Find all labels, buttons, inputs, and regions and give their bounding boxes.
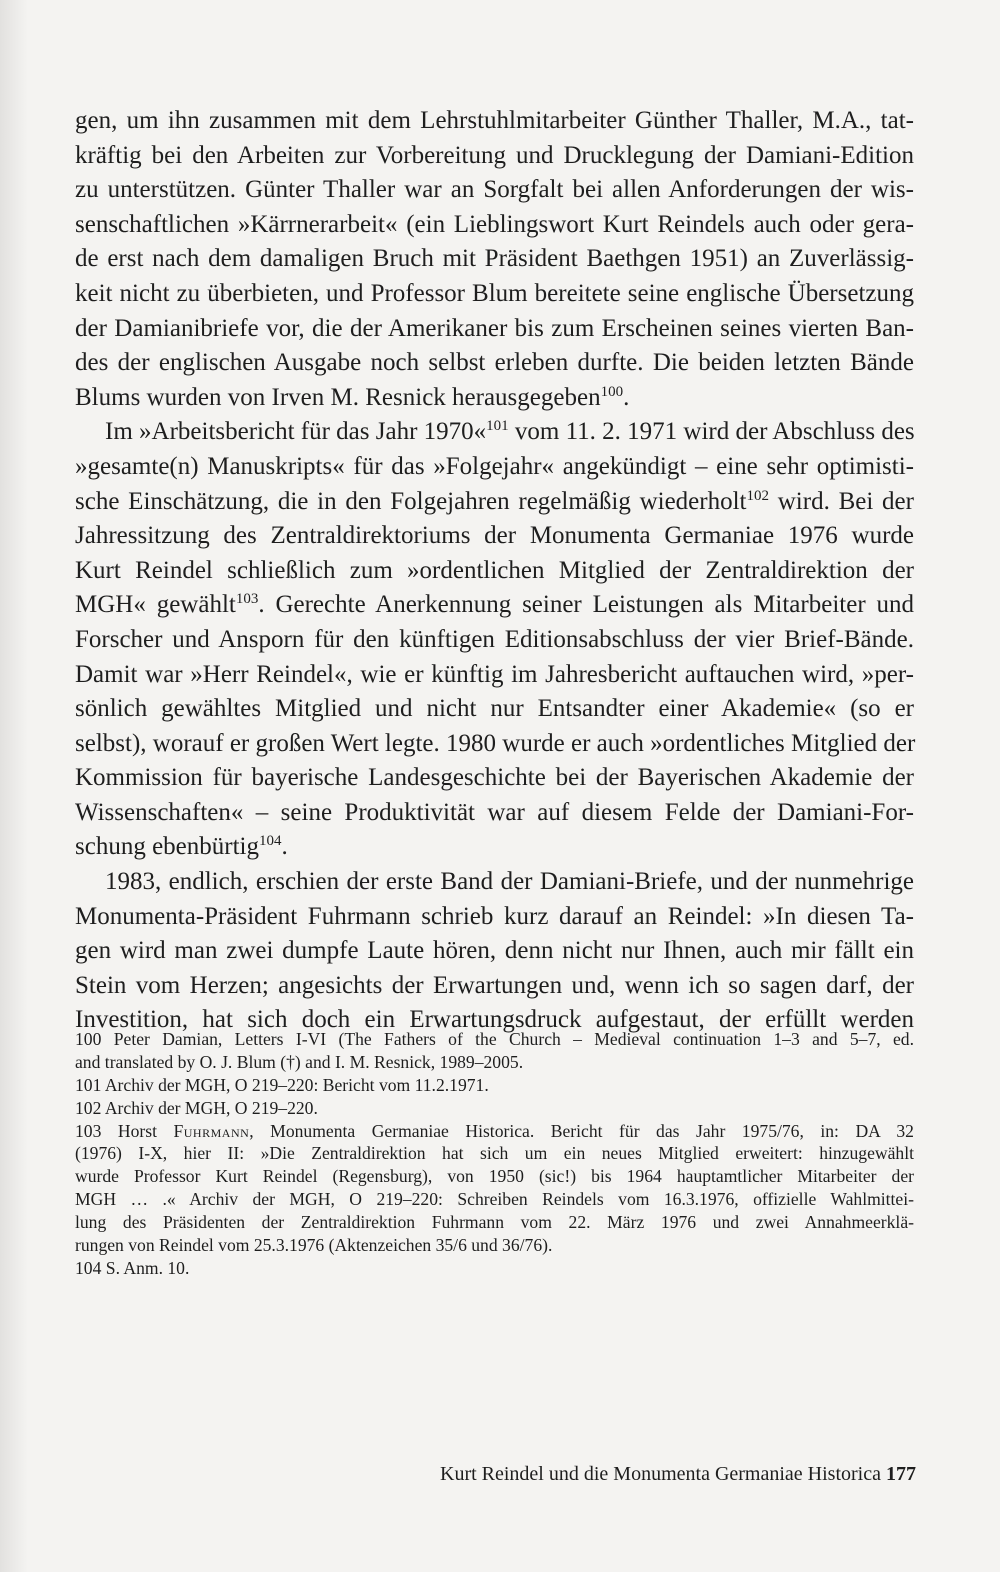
text-segment: Im »Arbeitsbericht für das Jahr 1970« [105,418,487,446]
text-line: Wissenschaften« – seine Produktivität war auf diesem Felde der Damiani-For- [75,798,914,826]
running-title: Kurt Reindel und die Monumenta Germaniae Historica [440,1463,881,1485]
text-line: senschaftlichen »Kärrnerarbeit« (ein Lieblingswort Kurt Reindels auch oder gera- [75,210,914,238]
text-line [75,588,914,623]
text-segment: sche Einschätzung, die in den Folgejahren regelmäßig wiederholt [75,487,747,515]
author-name: Fuhrmann [173,1120,250,1141]
footnote-103-cont: MGH … .« Archiv der MGH, O 219–220: Schreiben Reindels vom 16.3.1976, offizielle Wahlmittei- [75,1189,914,1210]
text-line: sönlich gewähltes Mitglied und nicht nur Entsandter einer Akademie« (so er [75,695,914,723]
footnote-ref-102[interactable]: 102 [746,487,769,504]
text-segment: Blums wurden von Irven M. Resnick herausgegeben [75,383,601,411]
text-line: Monumenta-Präsident Fuhrmann schrieb kurz darauf an Reindel: »In diesen Ta- [75,902,914,930]
running-footer [440,1460,916,1488]
footnote-ref-100[interactable]: 100 [600,383,624,400]
page-edge-shadow [0,0,28,1572]
text-line: keit nicht zu überbieten, und Professor Blum bereitete seine englische Übersetzung [75,279,914,307]
text-line [75,830,914,865]
footnote-104: 104 S. Anm. 10. [75,1257,190,1278]
text-line: Kommission für bayerische Landesgeschichte bei der Bayerischen Akademie der [75,764,914,792]
text-segment: vom 11. 2. 1971 wird der Abschluss des [508,418,915,446]
footnote-103-cont: (1976) I-X, hier II: »Die Zentraldirektion hat sich um ein neues Mitglied erweitert: hinzugewählt [75,1143,914,1164]
footnote-100: 100 Peter Damian, Letters I-VI (The Fathers of the Church – Medieval continuation 1–3 and 5–7, ed. [75,1029,914,1049]
page-number: 177 [886,1463,916,1485]
text-line: kräftig bei den Arbeiten zur Vorbereitung und Drucklegung der Damiani-Edition [75,141,914,169]
footnotes-block [75,1028,914,1280]
text-segment: , Monumenta Germaniae Historica. Bericht für das Jahr 1975/76, in: DA 32 [249,1120,914,1141]
text-line: Damit war »Herr Reindel«, wie er künftig im Jahresbericht auftauchen wird, »per- [75,660,914,688]
footnote-103-cont: wurde Professor Kurt Reindel (Regensburg), von 1950 (sic!) bis 1964 hauptamtlicher Mitarbeiter der [75,1166,914,1187]
text-line: Investition, hat sich doch ein Erwartungsdruck aufgestaut, der erfüllt werden [75,1006,914,1034]
text-line: Stein vom Herzen; angesichts der Erwartungen und, wenn ich so sagen darf, der [75,971,914,999]
text-line: Jahressitzung des Zentraldirektoriums der Monumenta Germaniae 1976 wurde [75,522,914,550]
footnote-101: 101 Archiv der MGH, O 219–220: Bericht vom 11.2.1971. [75,1074,489,1095]
text-segment: . [281,833,288,861]
text-line: der Damianibriefe vor, die der Amerikaner bis zum Erscheinen seines vierten Ban- [75,314,914,342]
paragraph-start-line: 1983, endlich, erschien der erste Band der Damiani-Briefe, und der nunmehrige [105,868,914,896]
text-segment: schung ebenbürtig [75,833,259,861]
text-line: de erst nach dem damaligen Bruch mit Präsident Baethgen 1951) an Zuverlässig- [75,245,914,273]
footnote-103-cont: lung des Präsidenten der Zentraldirektion Fuhrmann vom 22. März 1976 und zwei Annahmeerklä- [75,1212,914,1233]
footnote-103-cont: rungen von Reindel vom 25.3.1976 (Aktenzeichen 35/6 und 36/76). [75,1235,553,1256]
text-line: selbst), worauf er großen Wert legte. 1980 wurde er auch »ordentliches Mitglied der [75,729,916,757]
footnote-ref-103[interactable]: 103 [235,591,259,608]
text-segment: 103 Horst [75,1120,174,1141]
footnote-ref-104[interactable]: 104 [258,833,282,850]
text-line: des der englischen Ausgabe noch selbst erleben durfte. Die beiden letzten Bände [75,349,914,377]
text-line: gen, um ihn zusammen mit dem Lehrstuhlmitarbeiter Günther Thaller, M.A., tat- [75,107,914,134]
footnote-103 [75,1120,914,1143]
text-line [75,485,914,520]
text-segment: MGH« gewählt [75,591,236,619]
main-text-block [75,104,914,1038]
text-segment: . [623,383,630,411]
text-segment: wird. Bei der [769,487,914,515]
text-line: »gesamte(n) Manuskripts« für das »Folgejahr« angekündigt – eine sehr optimisti- [75,452,914,480]
footnote-ref-101[interactable]: 101 [486,418,509,435]
paragraph-start-line [75,415,914,450]
text-line: Kurt Reindel schließlich zum »ordentlichen Mitglied der Zentraldirektion der [75,556,914,584]
footnote-100-cont: and translated by O. J. Blum (†) and I. M. Resnick, 1989–2005. [75,1051,524,1072]
text-segment: . Gerechte Anerkennung seiner Leistungen als Mitarbeiter und [258,591,914,619]
text-line [75,381,914,416]
footnote-102: 102 Archiv der MGH, O 219–220. [75,1097,318,1118]
text-line: zu unterstützen. Günter Thaller war an Sorgfalt bei allen Anforderungen der wis- [75,176,914,204]
text-line: gen wird man zwei dumpfe Laute hören, denn nicht nur Ihnen, auch mir fällt ein [75,937,914,965]
text-line: Forscher und Ansporn für den künftigen Editionsabschluss der vier Brief-Bände. [75,625,914,653]
